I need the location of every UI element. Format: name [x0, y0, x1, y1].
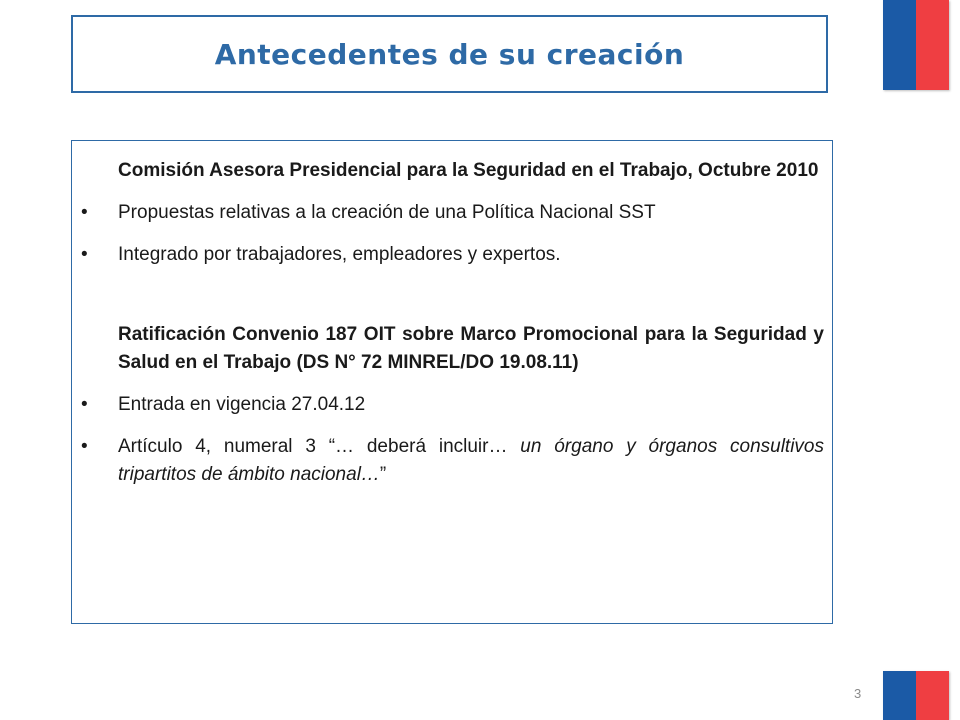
bullet-icon: • — [81, 244, 88, 265]
commission-heading: Comisión Asesora Presidencial para la Seguridad en el Trabajo, Octubre 2010 — [118, 160, 819, 181]
list-item — [81, 433, 824, 489]
bullet-text: Integrado por trabajadores, empleadores y expertos. — [118, 244, 561, 265]
bullet-icon: • — [81, 202, 88, 223]
list-item — [81, 391, 824, 419]
article-quote-start: Artículo 4, numeral 3 “… deberá incluir… — [118, 436, 521, 457]
article-quote-close: ” — [379, 464, 387, 485]
list-item — [81, 241, 824, 269]
bullet-icon: • — [81, 436, 88, 457]
content-box — [71, 140, 833, 624]
flag-blue-stripe — [883, 0, 916, 90]
chile-flag-bottom-decoration — [883, 671, 949, 720]
article-quote-italic: un órgano y órganos consultivos tripartitos de ámbito nacional… — [118, 436, 824, 485]
slide-title: Antecedentes de su creación — [214, 37, 685, 71]
list-item — [81, 199, 824, 227]
flag-red-stripe — [916, 671, 949, 720]
flag-red-stripe — [916, 0, 949, 90]
bullet-text: Propuestas relativas a la creación de una Política Nacional SST — [118, 202, 656, 223]
chile-flag-top-decoration — [883, 0, 949, 90]
convention-heading: Ratificación Convenio 187 OIT sobre Marco Promocional para la Seguridad y Salud en el Trabajo (DS N° 72 MINREL/DO 19.08.11) — [118, 324, 824, 373]
bullet-icon: • — [81, 394, 88, 415]
title-box — [71, 15, 828, 93]
page-number: 3 — [854, 686, 862, 701]
flag-blue-stripe — [883, 671, 916, 720]
bullet-text: Entrada en vigencia 27.04.12 — [118, 394, 366, 415]
